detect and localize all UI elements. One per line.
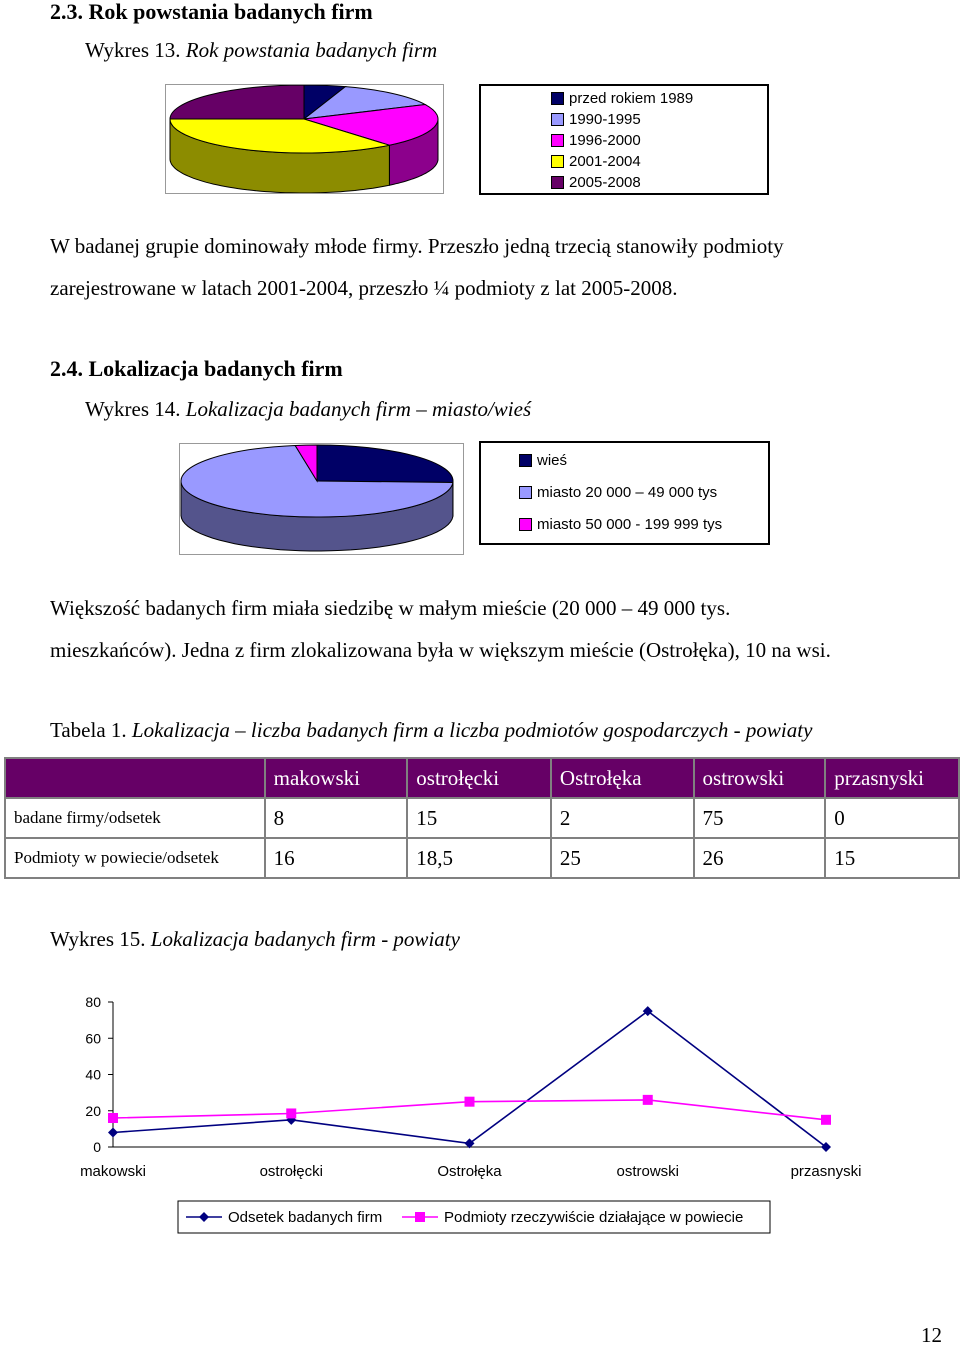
data-table — [4, 757, 960, 879]
chart14-pie — [180, 444, 463, 554]
section-heading-23: 2.3. Rok powstania badanych firm — [50, 0, 373, 25]
table1-caption-prefix: Tabela 1. — [50, 718, 127, 742]
legend-label: 1990-1995 — [569, 111, 641, 128]
legend-swatch — [551, 134, 564, 147]
chart13-legend-item-1 — [551, 111, 641, 128]
table-cell: 18,5 — [407, 838, 551, 878]
data-point — [286, 1108, 296, 1118]
chart13-legend-item-2 — [551, 132, 641, 149]
data-point — [643, 1095, 653, 1105]
paragraph-23-line1: W badanej grupie dominowały młode firmy. Przeszło jedną trzecią stanowiły podmioty — [50, 225, 784, 267]
table-cell: 26 — [694, 838, 826, 878]
chart14-legend-item-0 — [519, 452, 567, 469]
chart13-plot-area — [165, 84, 444, 194]
x-tick-label: przasnyski — [791, 1163, 862, 1180]
chart13-caption-title: Rok powstania badanych firm — [186, 38, 437, 62]
table-cell: 15 — [825, 838, 959, 878]
legend-swatch — [551, 92, 564, 105]
paragraph-24 — [50, 587, 831, 671]
legend-swatch — [551, 155, 564, 168]
legend-label: wieś — [537, 452, 567, 469]
data-point — [821, 1115, 831, 1125]
table-header-cell: makowski — [265, 758, 408, 798]
legend-swatch — [551, 113, 564, 126]
chart14-caption-prefix: Wykres 14. — [85, 397, 181, 421]
y-tick-label: 60 — [85, 1030, 101, 1046]
data-point — [108, 1113, 118, 1123]
data-point — [108, 1128, 118, 1138]
legend-label: 1996-2000 — [569, 132, 641, 149]
table1-caption — [50, 718, 812, 743]
chart13-pie — [166, 85, 443, 193]
x-tick-label: ostrowski — [616, 1163, 679, 1180]
table-cell: 16 — [265, 838, 408, 878]
pie-slice — [317, 445, 453, 482]
table-row — [5, 798, 959, 838]
table-header-row — [5, 758, 959, 798]
y-tick-label: 40 — [85, 1067, 101, 1083]
paragraph-24-line1: Większość badanych firm miała siedzibę w małym mieście (20 000 – 49 000 tys. — [50, 587, 831, 629]
table-cell: 0 — [825, 798, 959, 838]
table-cell: 15 — [407, 798, 551, 838]
chart14-caption — [85, 397, 531, 422]
table-cell: 75 — [694, 798, 826, 838]
chart15-caption-title: Lokalizacja badanych firm - powiaty — [151, 927, 460, 951]
legend-label: 2005-2008 — [569, 174, 641, 191]
legend-label: 2001-2004 — [569, 153, 641, 170]
legend-label: miasto 50 000 - 199 999 tys — [537, 516, 722, 533]
section-heading-24: 2.4. Lokalizacja badanych firm — [50, 356, 343, 382]
chart15-caption-prefix: Wykres 15. — [50, 927, 146, 951]
paragraph-24-line2: mieszkańców). Jedna z firm zlokalizowana była w większym mieście (Ostrołęka), 10 na wsi. — [50, 629, 831, 671]
table-header-cell: ostrowski — [694, 758, 826, 798]
chart13-caption — [85, 38, 437, 63]
chart14-legend — [479, 441, 770, 545]
y-tick-label: 0 — [93, 1139, 101, 1155]
legend-label: przed rokiem 1989 — [569, 90, 693, 107]
chart14-plot-area — [179, 443, 464, 555]
legend-marker — [415, 1212, 425, 1222]
page-number: 12 — [921, 1323, 942, 1348]
data-point — [465, 1097, 475, 1107]
legend-label: miasto 20 000 – 49 000 tys — [537, 484, 717, 501]
pie-slice — [170, 85, 304, 119]
legend-swatch — [551, 176, 564, 189]
legend-swatch — [519, 518, 532, 531]
table-row — [5, 838, 959, 878]
x-tick-label: makowski — [80, 1163, 146, 1180]
series-line — [113, 1011, 826, 1147]
chart14-legend-item-1 — [519, 484, 717, 501]
legend-swatch — [519, 486, 532, 499]
x-tick-label: Ostrołęka — [437, 1163, 502, 1180]
table-header-cell: Ostrołęka — [551, 758, 694, 798]
table-cell: 25 — [551, 838, 694, 878]
chart15-line-chart — [0, 985, 960, 1245]
chart13-legend-item-4 — [551, 174, 641, 191]
legend-label: Podmioty rzeczywiście działające w powiecie — [444, 1209, 743, 1226]
y-tick-label: 80 — [85, 994, 101, 1010]
legend-label: Odsetek badanych firm — [228, 1209, 382, 1226]
table-header-cell: ostrołęcki — [407, 758, 551, 798]
paragraph-23 — [50, 225, 784, 309]
chart13-legend-item-3 — [551, 153, 641, 170]
chart14-caption-title: Lokalizacja badanych firm – miasto/wieś — [186, 397, 531, 421]
chart13-legend — [479, 84, 769, 195]
table-header-cell — [5, 758, 265, 798]
x-tick-label: ostrołęcki — [260, 1163, 323, 1180]
table1-caption-title: Lokalizacja – liczba badanych firm a liczba podmiotów gospodarczych - powiaty — [132, 718, 813, 742]
table-row-label: Podmioty w powiecie/odsetek — [5, 838, 265, 878]
table-header-cell: przasnyski — [825, 758, 959, 798]
chart13-caption-prefix: Wykres 13. — [85, 38, 181, 62]
paragraph-23-line2: zarejestrowane w latach 2001-2004, przeszło ¼ podmioty z lat 2005-2008. — [50, 267, 784, 309]
chart13-legend-item-0 — [551, 90, 693, 107]
chart15-caption — [50, 927, 460, 952]
table-row-label: badane firmy/odsetek — [5, 798, 265, 838]
table-cell: 8 — [265, 798, 408, 838]
table-cell: 2 — [551, 798, 694, 838]
y-tick-label: 20 — [85, 1103, 101, 1119]
legend-swatch — [519, 454, 532, 467]
chart14-legend-item-2 — [519, 516, 722, 533]
